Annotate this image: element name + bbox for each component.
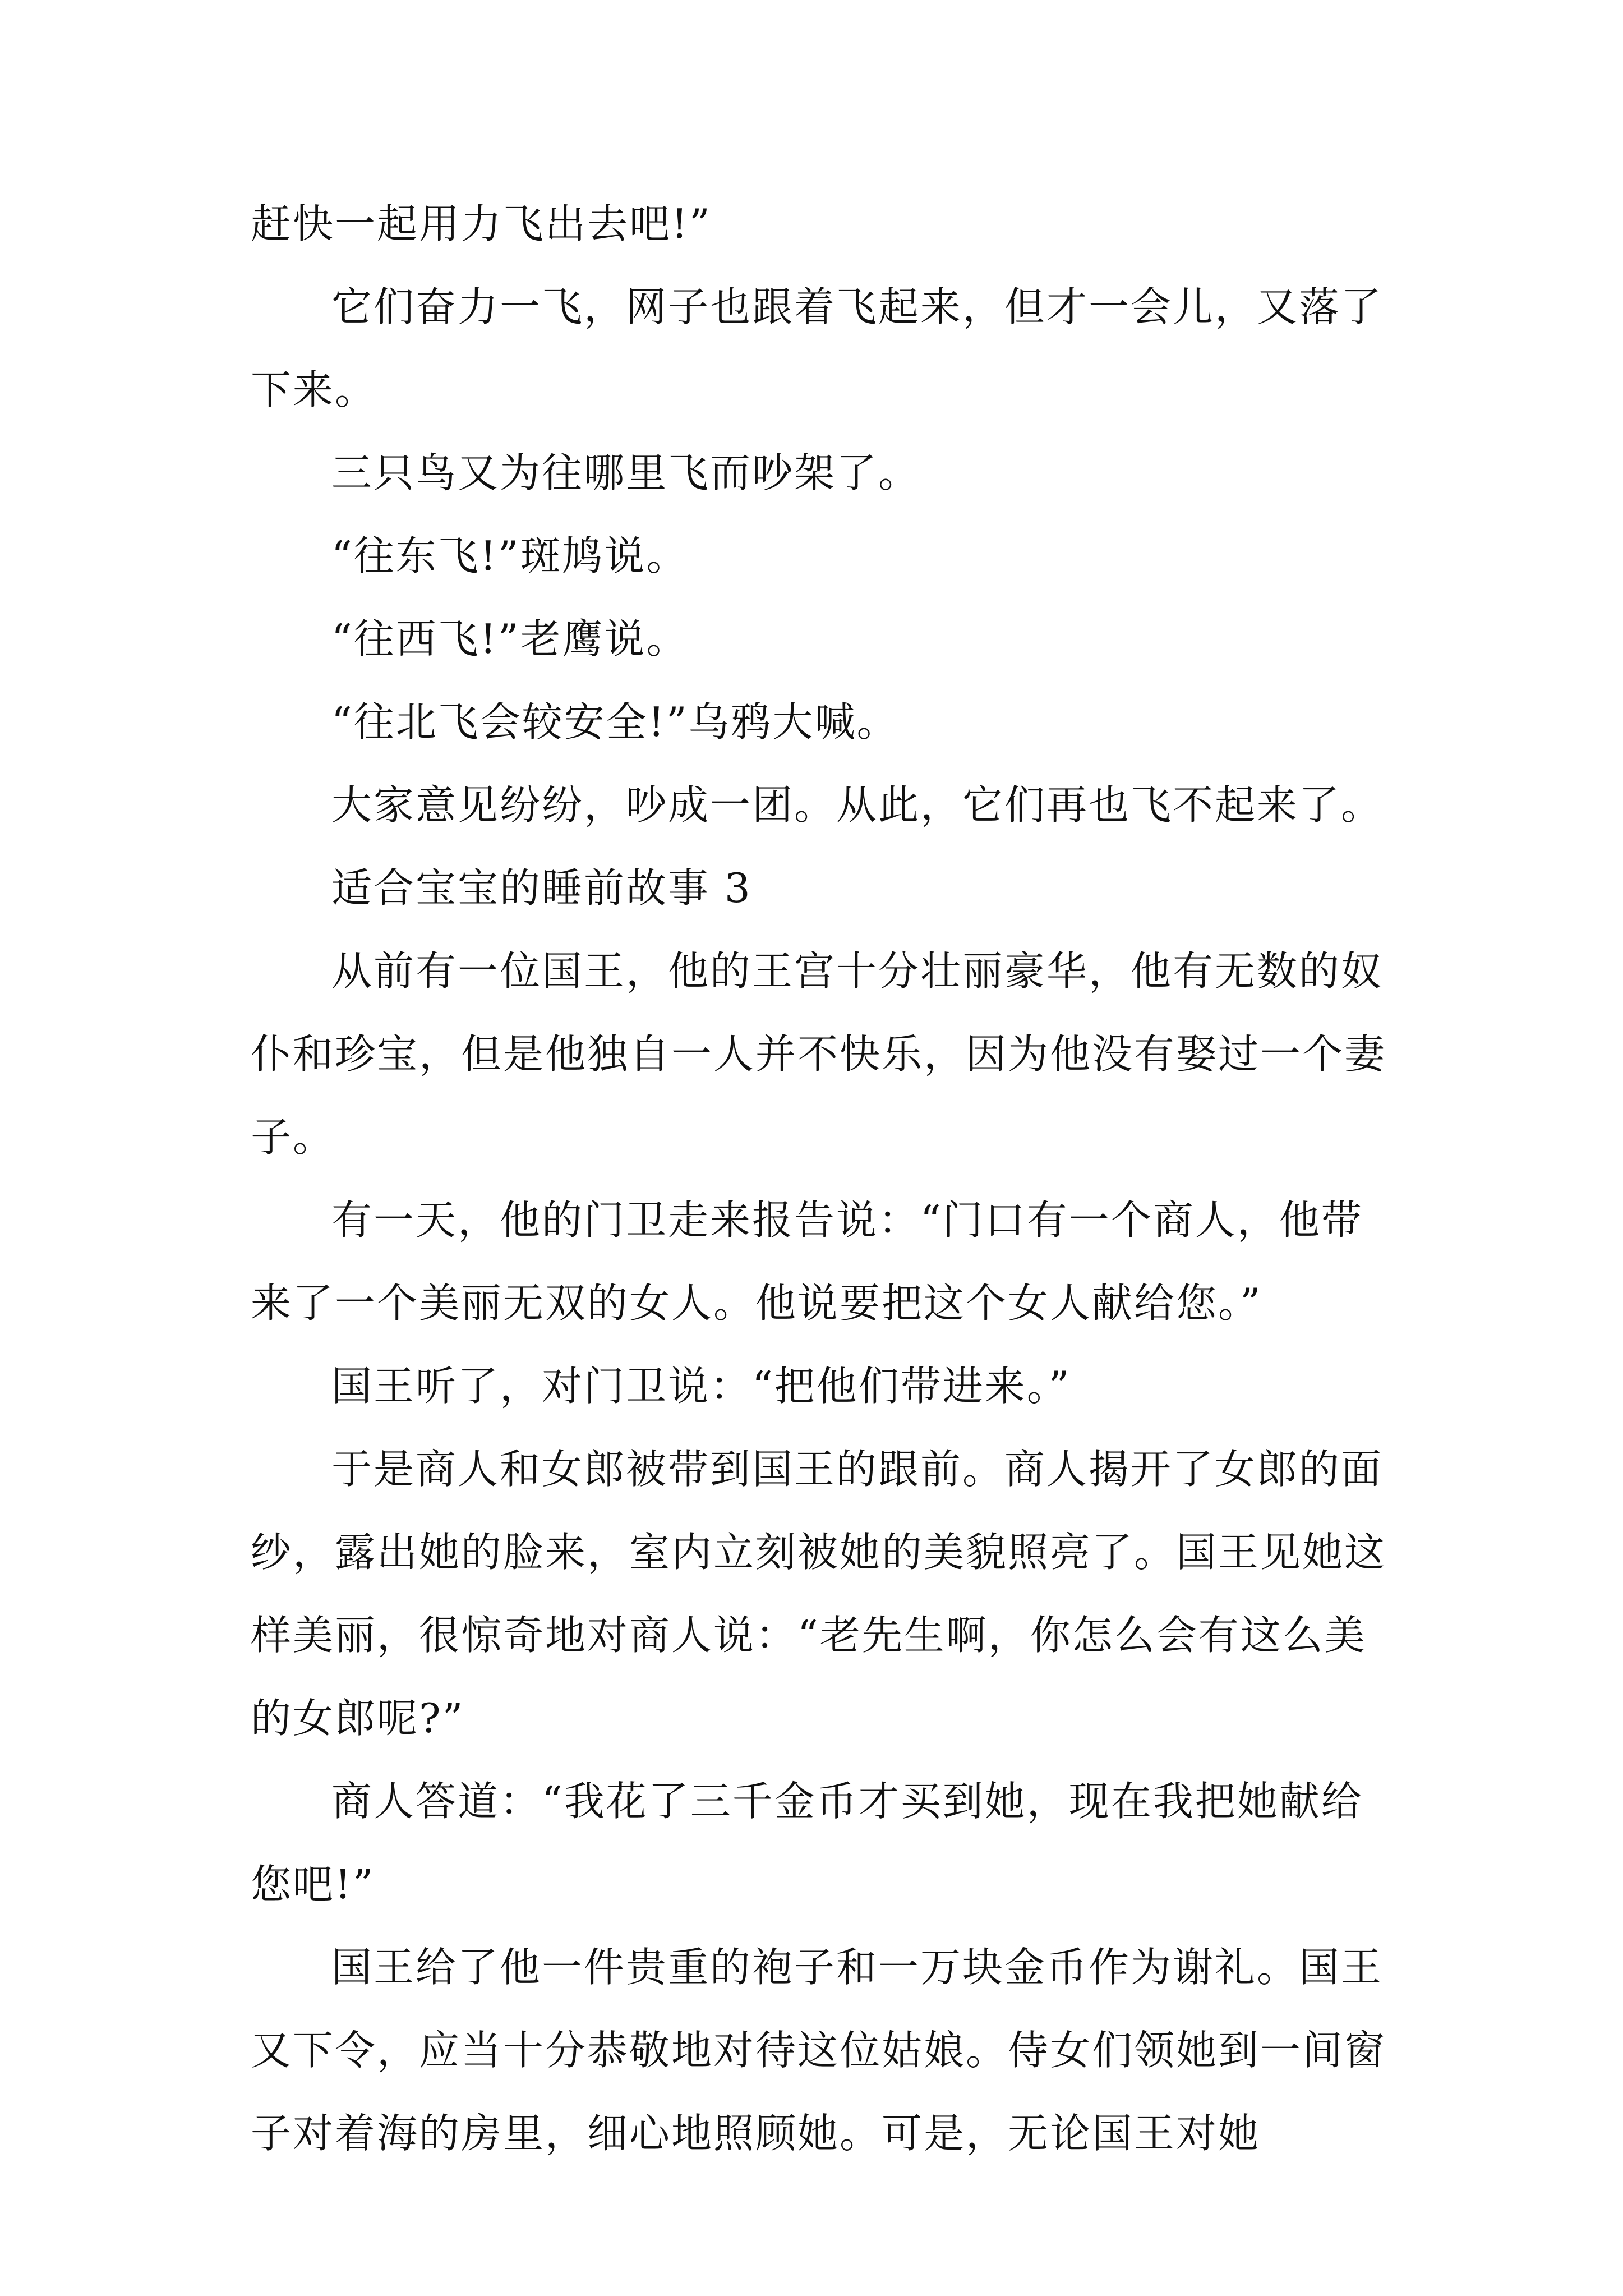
paragraph: 于是商人和女郎被带到国王的跟前。商人揭开了女郎的面纱，露出她的脸来，室内立刻被她的美貌照亮了。国王见她这样美丽，很惊奇地对商人说：“老先生啊，你怎么会有这么美的女郎呢?”: [251, 1446, 1387, 1742]
paragraph: “往北飞会较安全!”乌鸦大喊。: [331, 698, 899, 746]
paragraph: 有一天，他的门卫走来报告说：“门口有一个商人，他带来了一个美丽无双的女人。他说要把这个女人献给您。”: [251, 1197, 1363, 1327]
paragraph: 从前有一位国王，他的王宫十分壮丽豪华，他有无数的奴仆和珍宝，但是他独自一人并不快乐，因为他没有娶过一个妻子。: [251, 947, 1387, 1161]
paragraph: 大家意见纷纷，吵成一团。从此，它们再也飞不起来了。: [331, 781, 1384, 829]
paragraph: 国王听了，对门卫说：“把他们带进来。”: [331, 1363, 1071, 1410]
paragraph: “往西飞!”老鹰说。: [331, 615, 689, 662]
document-body: [251, 182, 1392, 2175]
paragraph: “往东飞!”斑鸠说。: [331, 532, 689, 579]
story-heading: 适合宝宝的睡前故事 3: [331, 864, 752, 912]
paragraph: 商人答道：“我花了三千金币才买到她，现在我把她献给您吧!”: [251, 1778, 1363, 1908]
paragraph: 三只鸟又为往哪里飞而吵架了。: [331, 449, 921, 496]
paragraph: 它们奋力一飞，网子也跟着飞起来，但才一会儿，又落了下来。: [251, 283, 1384, 413]
paragraph: 赶快一起用力飞出去吧!”: [251, 200, 712, 247]
paragraph: 国王给了他一件贵重的袍子和一万块金币作为谢礼。国王又下令，应当十分恭敬地对待这位姑娘。侍女们领她到一间窗子对着海的房里，细心地照顾她。可是，无论国王对她: [251, 1944, 1387, 2157]
